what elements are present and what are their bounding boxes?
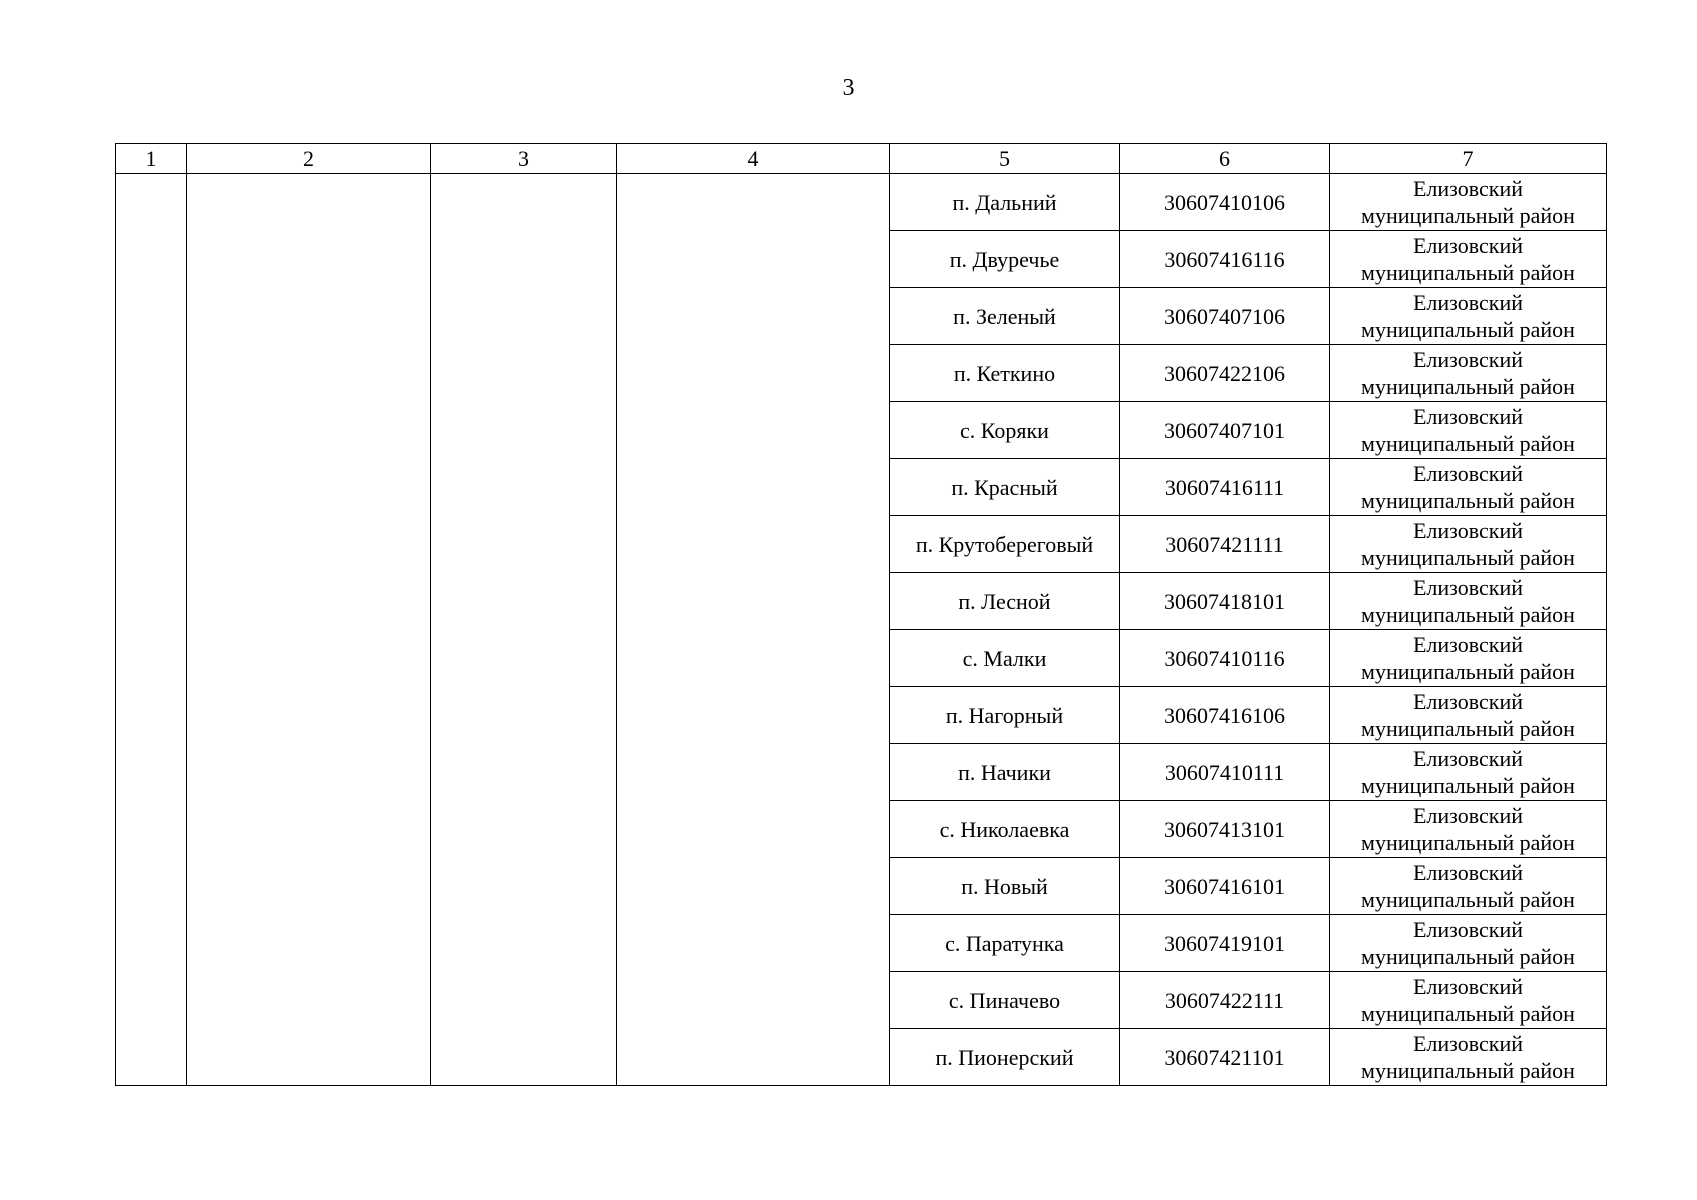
column-header-7: 7 (1330, 144, 1607, 174)
oktmo-code-cell: 30607416111 (1120, 459, 1330, 516)
page-number: 3 (842, 75, 855, 101)
district-cell (1330, 744, 1607, 801)
table-header (116, 144, 1607, 174)
oktmo-code-cell: 30607410106 (1120, 174, 1330, 231)
oktmo-code-cell: 30607407101 (1120, 402, 1330, 459)
settlement-cell: с. Малки (890, 630, 1120, 687)
district-name-line: Елизовский (1412, 860, 1523, 885)
district-cell (1330, 573, 1607, 630)
district-cell (1330, 288, 1607, 345)
district-type-line: муниципальный район (1361, 431, 1575, 456)
district-type-line: муниципальный район (1361, 602, 1575, 627)
district-name-line: Елизовский (1412, 689, 1523, 714)
district-name-line: Елизовский (1412, 803, 1523, 828)
district-name-line: Елизовский (1412, 518, 1523, 543)
oktmo-code-cell: 30607421111 (1120, 516, 1330, 573)
oktmo-code-cell: 30607416116 (1120, 231, 1330, 288)
district-type-line: муниципальный район (1361, 716, 1575, 741)
settlement-cell: с. Николаевка (890, 801, 1120, 858)
district-cell (1330, 174, 1607, 231)
oktmo-code-cell: 30607410111 (1120, 744, 1330, 801)
settlement-cell: п. Пионерский (890, 1029, 1120, 1086)
settlement-cell: п. Кеткино (890, 345, 1120, 402)
district-cell (1330, 402, 1607, 459)
district-type-line: муниципальный район (1361, 659, 1575, 684)
settlement-cell: с. Пиначево (890, 972, 1120, 1029)
district-type-line: муниципальный район (1361, 773, 1575, 798)
district-cell (1330, 345, 1607, 402)
district-cell (1330, 687, 1607, 744)
empty-merged-cell-col-3 (431, 174, 617, 1086)
district-name-line: Елизовский (1412, 746, 1523, 771)
district-cell (1330, 231, 1607, 288)
district-cell (1330, 858, 1607, 915)
oktmo-code-cell: 30607419101 (1120, 915, 1330, 972)
district-type-line: муниципальный район (1361, 317, 1575, 342)
district-name-line: Елизовский (1412, 233, 1523, 258)
settlement-cell: п. Двуречье (890, 231, 1120, 288)
district-cell (1330, 801, 1607, 858)
district-name-line: Елизовский (1412, 404, 1523, 429)
district-cell (1330, 1029, 1607, 1086)
column-header-5: 5 (890, 144, 1120, 174)
district-name-line: Елизовский (1412, 176, 1523, 201)
district-type-line: муниципальный район (1361, 545, 1575, 570)
column-header-4: 4 (617, 144, 890, 174)
district-name-line: Елизовский (1412, 632, 1523, 657)
district-name-line: Елизовский (1412, 1031, 1523, 1056)
settlement-cell: п. Красный (890, 459, 1120, 516)
settlement-cell: с. Паратунка (890, 915, 1120, 972)
district-cell (1330, 972, 1607, 1029)
district-type-line: муниципальный район (1361, 1058, 1575, 1083)
district-type-line: муниципальный район (1361, 260, 1575, 285)
oktmo-code-cell: 30607407106 (1120, 288, 1330, 345)
oktmo-code-cell: 30607422106 (1120, 345, 1330, 402)
oktmo-code-cell: 30607416101 (1120, 858, 1330, 915)
district-name-line: Елизовский (1412, 917, 1523, 942)
district-cell (1330, 516, 1607, 573)
district-name-line: Елизовский (1412, 347, 1523, 372)
oktmo-code-cell: 30607418101 (1120, 573, 1330, 630)
district-type-line: муниципальный район (1361, 830, 1575, 855)
empty-merged-cell-col-1 (116, 174, 187, 1086)
district-type-line: муниципальный район (1361, 944, 1575, 969)
table-body (116, 174, 1607, 1086)
district-name-line: Елизовский (1412, 290, 1523, 315)
column-header-2: 2 (187, 144, 431, 174)
settlement-cell: п. Лесной (890, 573, 1120, 630)
empty-merged-cell-col-2 (187, 174, 431, 1086)
column-number-row (116, 144, 1607, 174)
district-cell (1330, 915, 1607, 972)
oktmo-code-cell: 30607410116 (1120, 630, 1330, 687)
settlement-cell: п. Нагорный (890, 687, 1120, 744)
district-type-line: муниципальный район (1361, 374, 1575, 399)
oktmo-code-cell: 30607413101 (1120, 801, 1330, 858)
district-name-line: Елизовский (1412, 461, 1523, 486)
settlement-cell: с. Коряки (890, 402, 1120, 459)
oktmo-code-cell: 30607416106 (1120, 687, 1330, 744)
column-header-1: 1 (116, 144, 187, 174)
settlement-cell: п. Крутобереговый (890, 516, 1120, 573)
district-cell (1330, 459, 1607, 516)
empty-merged-cell-col-4 (617, 174, 890, 1086)
column-header-6: 6 (1120, 144, 1330, 174)
oktmo-code-cell: 30607422111 (1120, 972, 1330, 1029)
settlement-cell: п. Начики (890, 744, 1120, 801)
district-type-line: муниципальный район (1361, 887, 1575, 912)
settlement-cell: п. Дальний (890, 174, 1120, 231)
settlement-cell: п. Новый (890, 858, 1120, 915)
settlement-cell: п. Зеленый (890, 288, 1120, 345)
district-name-line: Елизовский (1412, 974, 1523, 999)
district-type-line: муниципальный район (1361, 488, 1575, 513)
district-type-line: муниципальный район (1361, 203, 1575, 228)
column-header-3: 3 (431, 144, 617, 174)
settlements-table (115, 143, 1607, 1086)
district-name-line: Елизовский (1412, 575, 1523, 600)
district-type-line: муниципальный район (1361, 1001, 1575, 1026)
oktmo-code-cell: 30607421101 (1120, 1029, 1330, 1086)
district-cell (1330, 630, 1607, 687)
table-row (116, 174, 1607, 231)
